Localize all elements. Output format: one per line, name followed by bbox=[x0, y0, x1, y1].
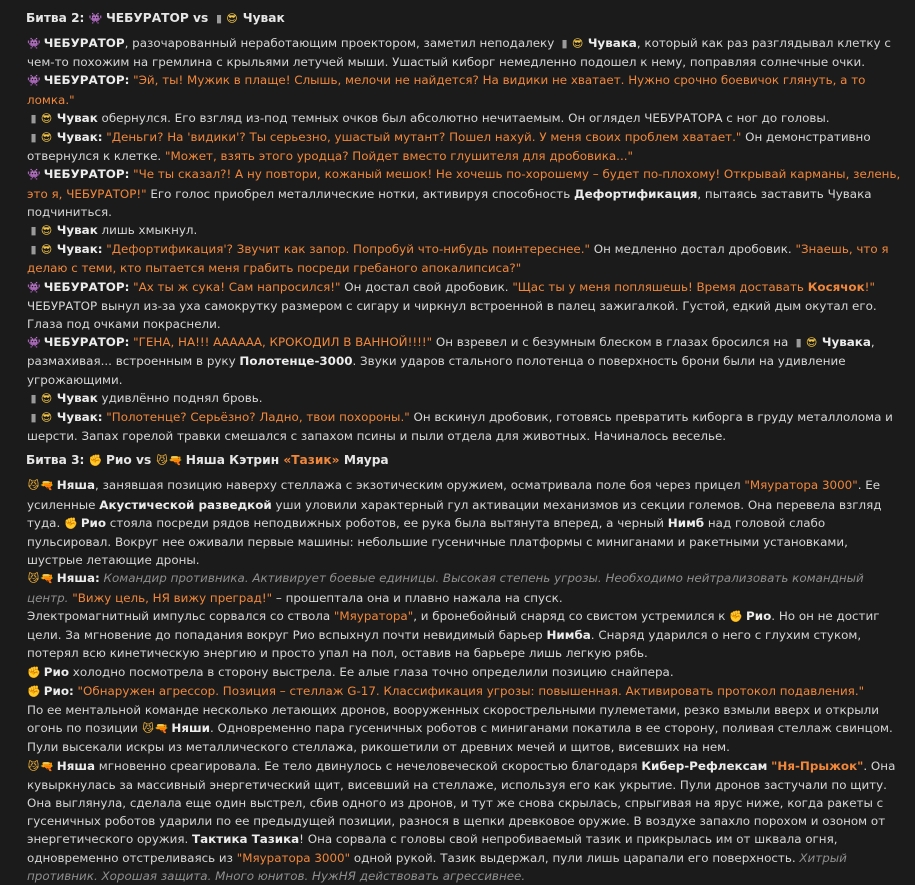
message: ✊ Рио: "Обнаружен агрессор. Позиция – стеллаж G-17. Классификация угрозы: повышенная. Активировать протокол подавления." bbox=[27, 682, 905, 701]
phone-icon: ▮ bbox=[30, 411, 37, 425]
phone-icon: ▮ bbox=[30, 131, 37, 145]
message: ▮ 😎 Чувак: "Полотенце? Серьёзно? Ладно, твои похороны." Он вскинул дробовик, готовясь превратить киборга в груду металлолома и шерсти. Запах горелой травки смешался с запахом псины и пыли отдела для животных. Начиналось веселье. bbox=[27, 410, 893, 444]
fist-icon: ✊ bbox=[64, 516, 78, 530]
battle2-header bbox=[26, 7, 905, 30]
robot-icon: 👾 bbox=[27, 37, 41, 50]
cat-icon: 😼 bbox=[156, 454, 168, 468]
phone-icon: ▮ bbox=[215, 12, 222, 25]
vs-label: vs bbox=[136, 453, 152, 468]
cheburator-name: ЧЕБУРАТОР vs bbox=[105, 11, 209, 25]
message: ЧЕБУРАТОР вынул из-за уха самокрутку размером с сигару и чиркнул встроенной в палец зажигалкой. Густой, едкий дым окутал его. Глаза под очками покраснели. bbox=[27, 298, 877, 332]
phone-icon: ▮ bbox=[30, 111, 37, 125]
gun-icon: 🔫 bbox=[40, 572, 54, 586]
robot-icon: 👾 bbox=[88, 12, 103, 25]
cat-icon: 😼 bbox=[27, 572, 40, 586]
gun-icon: 🔫 bbox=[168, 454, 183, 468]
cat-icon: 😼 bbox=[142, 722, 154, 736]
message: 👾 ЧЕБУРАТОР: "Ах ты ж сука! Сам напросился!" Он достал свой дробовик. "Щас ты у меня попляшешь! Время доставать Косячок!" bbox=[27, 278, 905, 297]
nya-surname: Мяура bbox=[343, 453, 389, 468]
message: ▮ 😎 Чувак: "Дефортификация'? Звучит как запор. Попробуй что-нибудь поинтереснее." Он медленно достал дробовик. "Знаешь, что я делаю с теми, кто пытается меня грабить посреди гребаного апокалипсиса?" bbox=[27, 242, 889, 276]
battle3-header bbox=[26, 449, 905, 472]
sunglasses-icon: 😎 bbox=[40, 411, 53, 425]
sunglasses-icon: 😎 bbox=[805, 336, 818, 350]
gun-icon: 🔫 bbox=[40, 759, 54, 773]
cat-icon: 😼 bbox=[27, 479, 40, 493]
chuvak-name: Чувак bbox=[242, 11, 285, 25]
nya-name: Няша Кэтрин bbox=[185, 453, 280, 468]
gun-icon: 🔫 bbox=[154, 722, 169, 736]
robot-icon: 👾 bbox=[27, 168, 41, 182]
rio-name: Рио bbox=[105, 453, 132, 468]
battle3-title: Битва 3: bbox=[26, 453, 85, 468]
sunglasses-icon: 😎 bbox=[40, 111, 53, 125]
fist-icon: ✊ bbox=[729, 609, 743, 623]
robot-icon: 👾 bbox=[27, 280, 41, 294]
message: 👾 ЧЕБУРАТОР: "Че ты сказал?! А ну повтори, кожаный мешок! Не хочешь по-хорошему – будет по-плохому! Открывай карманы, зелень, это я, ЧЕБУРАТОР!" Его голос приобрел металлические нотки, активируя способность Дефортификация, пытаясь заставить Чувака подчиниться. bbox=[27, 167, 901, 219]
battle2-title: Битва 2: bbox=[26, 11, 85, 25]
robot-icon: 👾 bbox=[27, 336, 41, 350]
fist-icon: ✊ bbox=[27, 684, 41, 698]
message: 👾 ЧЕБУРАТОР, разочарованный неработающим проектором, заметил неподалеку ▮ 😎 Чувака, который как раз разглядывал клетку с чем-то похожим на гремлина с крыльями летучей мыши. Ушастый киборг немедленно подошел к нему, поправляя солнечные очки. bbox=[27, 36, 891, 70]
message: 😼🔫 Няша мгновенно среагировала. Ее тело двинулось с нечеловеческой скоростью благодаря Кибер-Рефлексам "Ня-Прыжок". Она кувыркнулась за массивный энергетический щит, висевший на стеллаже, используя его как укрытие. Пули дронов застучали по щиту. Она выглянула, сделала еще один выстрел, сбив одного из дронов, и тут же снова скрылась, спрыгивая на ярус ниже, когда ракеты с гусеничных роботов ударили по ее предыдущей позиции, разнося в щепки древковое оружие. В воздухе запахло порохом и озоном от энергетического оружия. Тактика Тазика! Она сорвала с головы свой непробиваемый тазик и прикрылась им от шквала огня, одновременно отстреливаясь из "Мяуратора 3000" одной рукой. Тазик выдержал, пули лишь царапали его поверхность. Хитрый противник. Хорошая защита. Много юнитов. НужНЯ действовать агрессивнее. bbox=[27, 758, 896, 883]
message: ▮ 😎 Чувак лишь хмыкнул. bbox=[27, 221, 905, 240]
phone-icon: ▮ bbox=[795, 336, 802, 350]
phone-icon: ▮ bbox=[30, 243, 37, 257]
message: 👾 ЧЕБУРАТОР: "ГЕНА, НА!!! АААААА, КРОКОДИЛ В ВАННОЙ!!!!" Он взревел и с безумным блеском в глазах бросился на ▮ 😎 Чувака, размахивая... встроенным в руку Полотенце-3000. Звуки ударов стального полотенца о поверхность брони были на удивление угрожающими. bbox=[27, 335, 875, 387]
phone-icon: ▮ bbox=[561, 37, 568, 50]
fist-icon: ✊ bbox=[88, 454, 103, 468]
cat-icon: 😼 bbox=[27, 759, 40, 773]
sunglasses-icon: 😎 bbox=[571, 37, 584, 50]
robot-icon: 👾 bbox=[27, 74, 41, 88]
message: ▮ 😎 Чувак удивлённо поднял бровь. bbox=[27, 389, 905, 408]
phone-icon: ▮ bbox=[30, 224, 37, 238]
message: По ее ментальной команде несколько летающих дронов, вооруженных скорострельными пулеметами, резко взмыли вверх и открыли огонь по позиции 😼🔫 Няши. Одновременно пара гусеничных роботов с миниганами покатила в ее сторону, поливая стеллаж свинцом. Пули высекали искры из металлического стеллажа, рикошетили от древних мечей и щитов, висевших на нем. bbox=[27, 702, 893, 755]
sunglasses-icon: 😎 bbox=[226, 12, 238, 25]
sunglasses-icon: 😎 bbox=[40, 131, 53, 145]
message: ▮ 😎 Чувак обернулся. Его взгляд из-под темных очков был абсолютно нечитаемым. Он оглядел ЧЕБУРАТОРА с ног до головы. bbox=[27, 109, 905, 128]
message: 👾 ЧЕБУРАТОР: "Эй, ты! Мужик в плаще! Слышь, мелочи не найдется? На видики не хватает. Нужно срочно боевичок глянуть, а то ломка." bbox=[27, 73, 866, 107]
sunglasses-icon: 😎 bbox=[40, 243, 53, 257]
sunglasses-icon: 😎 bbox=[40, 224, 53, 238]
gun-icon: 🔫 bbox=[40, 479, 54, 493]
nya-nickname: «Тазик» bbox=[283, 453, 340, 468]
message: Электромагнитный импульс сорвался со ствола "Мяуратора", и бронебойный снаряд со свистом устремился к ✊ Рио. Но он не достиг цели. За мгновение до попадания вокруг Рио вспыхнул почти невидимый барьер Нимба. Снаряд ударился о него с глухим стуком, потерял всю кинетическую энергию и просто упал на пол, оставив на барьере лишь легкую рябь. bbox=[27, 608, 880, 661]
fist-icon: ✊ bbox=[27, 665, 41, 679]
phone-icon: ▮ bbox=[30, 391, 37, 405]
message: ✊ Рио холодно посмотрела в сторону выстрела. Ее алые глаза точно определили позицию снайпера. bbox=[27, 663, 905, 682]
sunglasses-icon: 😎 bbox=[40, 391, 53, 405]
message: ▮ 😎 Чувак: "Деньги? На 'видики'? Ты серьезно, ушастый мутант? Пошел нахуй. У меня своих проблем хватает." Он демонстративно отвернулся к клетке. "Может, взять этого уродца? Пойдет вместо глушителя для дробовика..." bbox=[27, 130, 871, 164]
message: 😼🔫 Няша: Командир противника. Активирует боевые единицы. Высокая степень угрозы. Необходимо нейтрализовать командный центр. "Вижу цель, НЯ вижу преград!" – прошептала она и плавно нажала на спуск. bbox=[27, 571, 864, 605]
message: 😼🔫 Няша, занявшая позицию наверху стеллажа с экзотическим оружием, осматривала поле боя через прицел "Мяуратора 3000". Ее усиленные Акустической разведкой уши уловили характерный гул активации механизмов из секции големов. Она перевела взгляд туда. ✊ Рио стояла посреди рядов неподвижных роботов, ее рука была вытянута вперед, а черный Нимб над головой слабо пульсировал. Вокруг нее оживали первые машины: небольшие гусеничные платформы с миниганами и ракетными установками, шустрые летающие дроны. bbox=[27, 478, 882, 568]
